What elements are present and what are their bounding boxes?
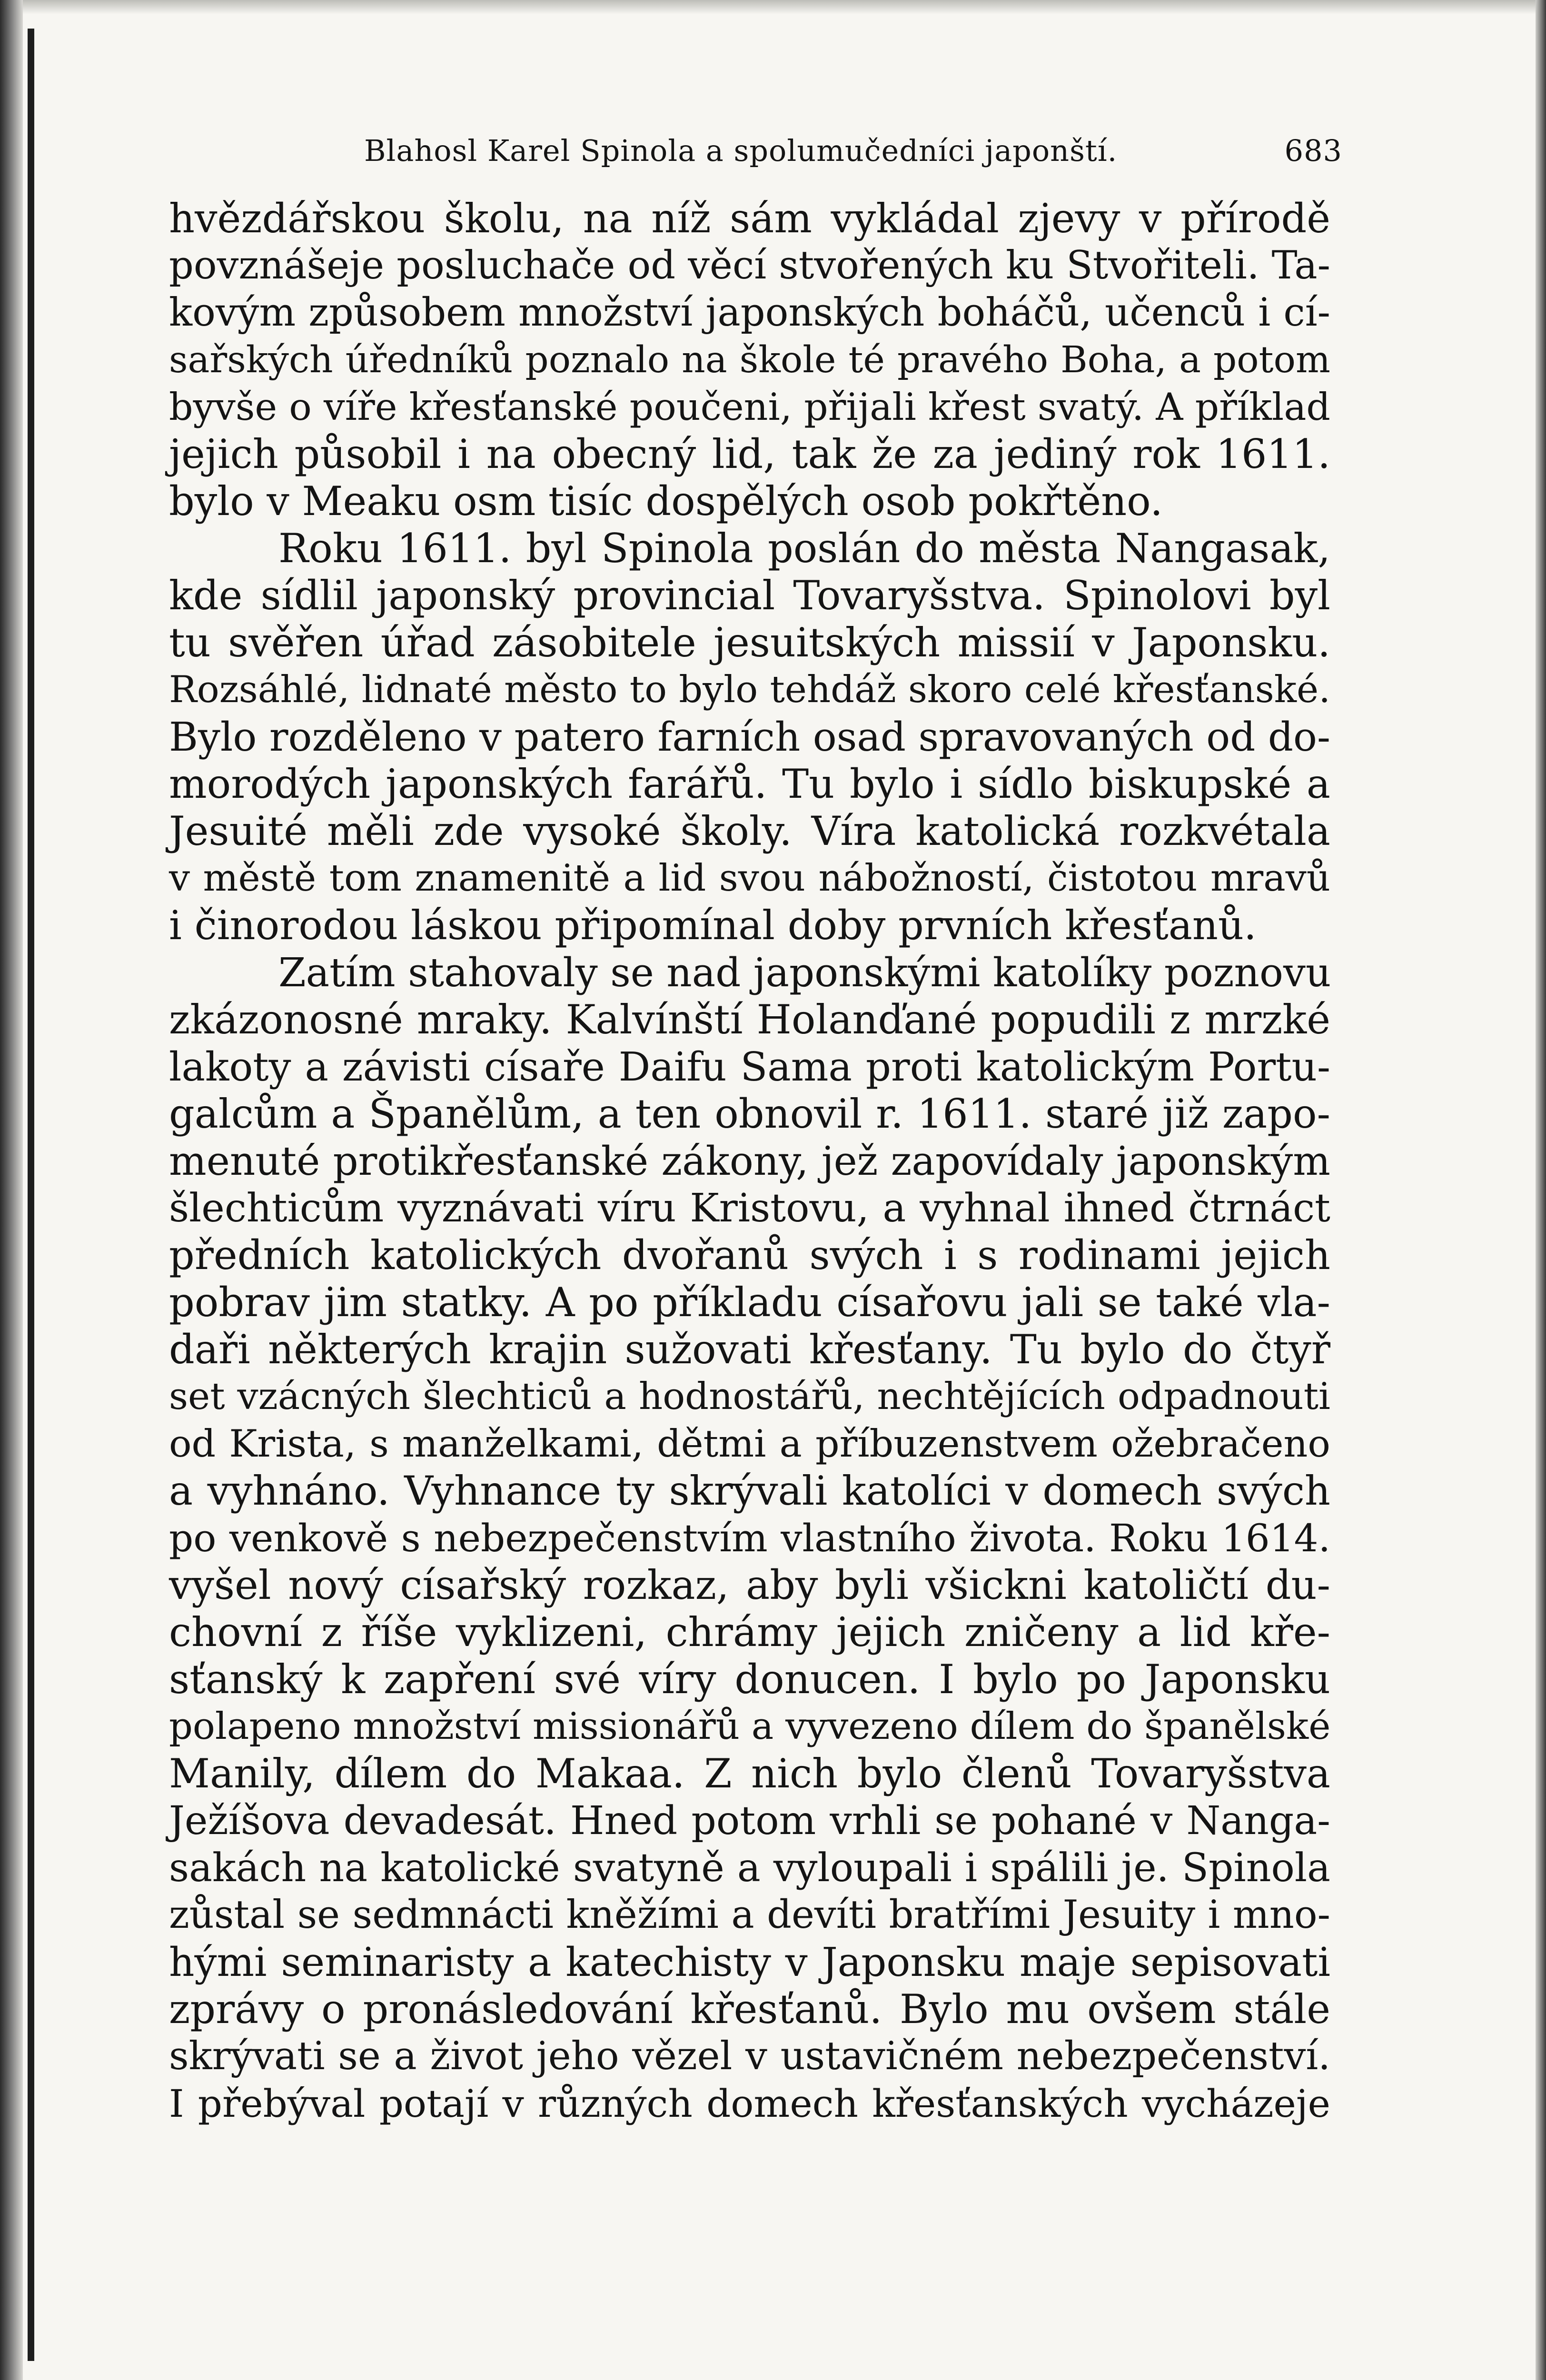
text-line: hými seminaristy a katechisty v Japonsku maje sepisovati [169,1939,1330,1985]
book-spine-shadow [28,29,34,2361]
text-line: po venkově s nebezpečenstvím vlastního života. Roku 1614. [169,1516,1330,1560]
text-line: morodých japonských farářů. Tu bylo i sídlo biskupské a [169,761,1330,807]
scan-top-shadow [0,0,1546,14]
text-line: lakoty a závisti císaře Daifu Sama proti katolickým Portu- [169,1044,1330,1090]
running-head [169,119,1342,176]
body-text [169,195,1330,2127]
text-line: chovní z říše vyklizeni, chrámy jejich zničeny a lid kře- [169,1609,1330,1656]
text-line: Bylo rozděleno v patero farních osad spravovaných od do- [169,714,1330,760]
scan-right-edge [1536,0,1546,2380]
text-line: skrývati se a život jeho vězel v ustavičném nebezpečenství. [169,2034,1330,2079]
text-line: v městě tom znamenitě a lid svou nábožností, čistotou mravů [169,857,1330,900]
text-line: byvše o víře křesťanské poučeni, přijali křest svatý. A příklad [169,385,1330,429]
text-line: od Krista, s manželkami, dětmi a příbuzenstvem ožebračeno [169,1422,1330,1466]
page-number: 683 [1284,133,1342,168]
book-page [169,119,1342,2126]
text-line: zkázonosné mraky. Kalvínští Holanďané popudili z mrzké [169,996,1330,1043]
text-line: a vyhnáno. Vyhnance ty skrývali katolíci v domech svých [169,1468,1330,1514]
text-line: kde sídlil japonský provincial Tovaryšstva. Spinolovi byl [169,572,1330,619]
text-line: šlechticům vyznávati víru Kristovu, a vyhnal ihned čtrnáct [169,1186,1330,1231]
text-line: předních katolických dvořanů svých i s rodinami jejich [169,1232,1330,1279]
text-line: I přebýval potají v různých domech křesťanských vycházeje [169,2082,1330,2126]
text-line: menuté protikřesťanské zákony, jež zapovídaly japonským [169,1138,1330,1184]
text-line: i činorodou láskou připomínal doby prvních křesťanů. [169,902,1257,949]
text-line: bylo v Meaku osm tisíc dospělých osob pokřtěno. [169,478,1163,525]
paragraph-start-line: Roku 1611. byl Spinola poslán do města Nangasak, [278,525,1330,572]
text-line: sťanský k zapření své víry donucen. I bylo po Japonsku [169,1656,1330,1703]
text-line: hvězdářskou školu, na níž sám vykládal zjevy v přírodě [169,195,1330,242]
text-line: zprávy o pronásledování křesťanů. Bylo mu ovšem stále [169,1986,1330,2033]
text-line: Manily, dílem do Makaa. Z nich bylo členů Tovaryšstva [169,1750,1330,1797]
text-line: pobrav jim statky. A po příkladu císařovu jali se také vla- [169,1279,1330,1326]
text-line: Jesuité měli zde vysoké školy. Víra katolická rozkvétala [169,808,1330,854]
paragraph-start-line: Zatím stahovaly se nad japonskými katolíky poznovu [278,950,1331,996]
text-line: povznášeje posluchače od věcí stvořených ku Stvořiteli. Ta- [169,243,1330,288]
running-title: Blahosl Karel Spinola a spolumučedníci japonští. [364,133,1118,168]
text-line: jejich působil i na obecný lid, tak že za jediný rok 1611. [169,431,1330,477]
text-line: sakách na katolické svatyně a vyloupali i spálili je. Spinola [169,1845,1330,1891]
text-line: zůstal se sedmnácti kněžími a devíti bratřími Jesuity i mno- [169,1893,1330,1937]
text-line: Ježíšova devadesát. Hned potom vrhli se pohané v Nanga- [169,1798,1330,1844]
text-line: set vzácných šlechticů a hodnostářů, nechtějících odpadnouti [169,1375,1330,1418]
text-line: galcům a Španělům, a ten obnovil r. 1611. staré již zapo- [169,1091,1330,1137]
text-line: polapeno množství missionářů a vyvezeno dílem do španělské [169,1705,1331,1748]
text-line: tu svěřen úřad zásobitele jesuitských missií v Japonsku. [169,619,1330,666]
text-line: kovým způsobem množství japonských boháčů, učenců i cí- [169,290,1330,335]
text-line: daři některých krajin sužovati křesťany. Tu bylo do čtyř [169,1326,1330,1373]
text-line: sařských úředníků poznalo na škole té pravého Boha, a potom [169,339,1330,381]
text-line: vyšel nový císařský rozkaz, aby byli všickni katoličtí du- [169,1562,1330,1608]
text-line: Rozsáhlé, lidnaté město to bylo tehdáž skoro celé křesťanské. [169,668,1330,711]
scan-left-edge [0,0,23,2380]
